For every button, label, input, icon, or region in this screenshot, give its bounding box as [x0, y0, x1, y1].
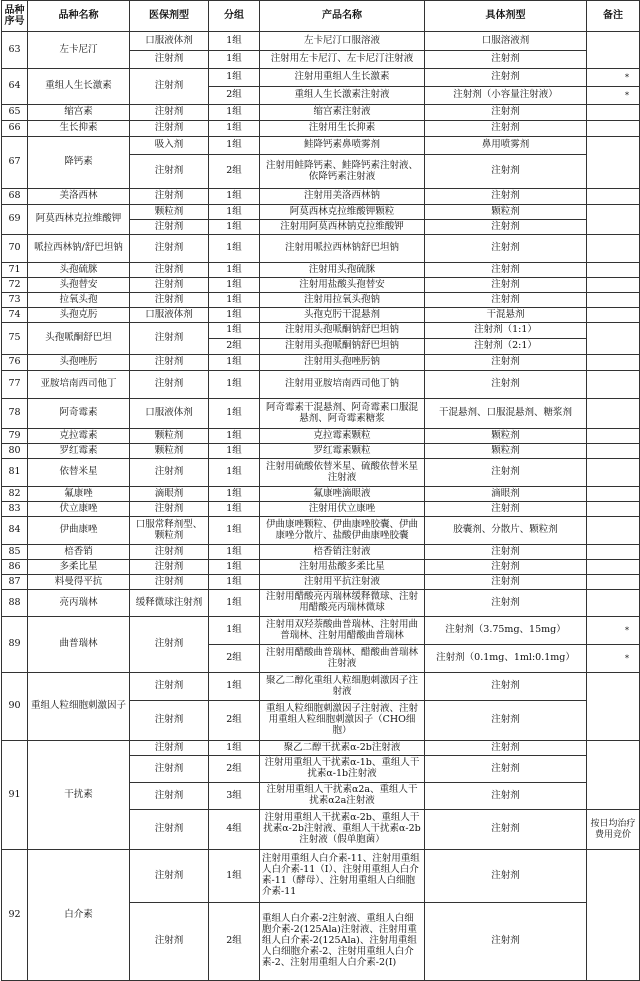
product-name: 注射用头孢硫脒	[260, 263, 425, 278]
table-row	[2, 399, 640, 429]
insurance-dosage: 注射剂	[130, 459, 209, 487]
variety-name: 克拉霉素	[28, 429, 130, 444]
insurance-dosage: 注射剂	[130, 293, 209, 308]
group: 3组	[209, 783, 260, 810]
product-name: 聚乙二醇干扰素α-2b注射液	[260, 741, 425, 756]
variety-name: 拉氧头孢	[28, 293, 130, 308]
product-name: 注射用醋酸亮丙瑞林缓释微球、注射用醋酸亮丙瑞林微球	[260, 590, 425, 617]
row-index: 89	[2, 617, 28, 673]
product-name: 注射用伏立康唑	[260, 502, 425, 517]
product-name: 注射用重组人干扰素α-1b、重组人干扰素α-1b注射液	[260, 756, 425, 783]
table-row	[2, 545, 640, 560]
variety-name: 头孢替安	[28, 278, 130, 293]
product-name: 棓香销注射液	[260, 545, 425, 560]
group: 1组	[209, 220, 260, 235]
product-name: 罗红霉素颗粒	[260, 444, 425, 459]
insurance-dosage: 注射剂	[130, 51, 209, 69]
specific-dosage: 滴眼剂	[425, 487, 587, 502]
group: 1组	[209, 137, 260, 155]
variety-name: 多柔比星	[28, 560, 130, 575]
remark	[587, 235, 640, 263]
table-row	[2, 235, 640, 263]
specific-dosage: 注射剂	[425, 69, 587, 87]
table-row	[2, 560, 640, 575]
col-header-index: 品种序号	[2, 1, 28, 32]
insurance-dosage: 注射剂	[130, 263, 209, 278]
product-name: 重组人粒细胞刺激因子注射液、注射用重组人粒细胞刺激因子（CHO细胞）	[260, 701, 425, 741]
variety-name: 降钙素	[28, 137, 130, 189]
product-name: 注射用重组人白介素-11、注射用重组人白介素-11（Ⅰ）、注射用重组人白介素-11（酵母）、注射用重组人白细胞介素-11	[260, 850, 425, 903]
table-row	[2, 323, 640, 339]
remark	[587, 545, 640, 560]
variety-name: 头孢硫脒	[28, 263, 130, 278]
col-header-specific-dosage: 具体剂型	[425, 1, 587, 32]
table-row	[2, 308, 640, 323]
table-row	[2, 137, 640, 155]
remark	[587, 355, 640, 371]
variety-name: 亚胺培南西司他丁	[28, 371, 130, 399]
product-name: 注射用左卡尼汀、左卡尼汀注射液	[260, 51, 425, 69]
product-name: 注射用重组人生长激素	[260, 69, 425, 87]
group: 1组	[209, 278, 260, 293]
product-name: 头孢克肟干混悬剂	[260, 308, 425, 323]
table-row	[2, 293, 640, 308]
insurance-dosage: 颗粒剂	[130, 429, 209, 444]
product-name: 注射用生长抑素	[260, 121, 425, 137]
table-row	[2, 371, 640, 399]
group: 1组	[209, 69, 260, 87]
table-row	[2, 741, 640, 756]
product-name: 注射用头孢哌酮钠舒巴坦钠	[260, 339, 425, 355]
product-name: 注射用重组人干扰素α2a、重组人干扰素α2a注射液	[260, 783, 425, 810]
specific-dosage: 注射剂	[425, 355, 587, 371]
col-header-group: 分组	[209, 1, 260, 32]
group: 1组	[209, 121, 260, 137]
group: 1组	[209, 235, 260, 263]
row-index: 90	[2, 673, 28, 741]
row-index: 69	[2, 205, 28, 235]
remark	[587, 487, 640, 502]
group: 1组	[209, 617, 260, 645]
specific-dosage: 注射剂	[425, 189, 587, 205]
table-row	[2, 850, 640, 903]
variety-name: 氟康唑	[28, 487, 130, 502]
table-row	[2, 189, 640, 205]
group: 1组	[209, 575, 260, 590]
product-name: 注射用重组人干扰素α-2b、重组人干扰素α-2b注射液、重组人干扰素α-2b注射液（假单胞菌）	[260, 810, 425, 850]
specific-dosage: 注射剂	[425, 701, 587, 741]
product-name: 注射用哌拉西林钠舒巴坦钠	[260, 235, 425, 263]
insurance-dosage: 注射剂	[130, 545, 209, 560]
variety-name: 棓香销	[28, 545, 130, 560]
remark	[587, 399, 640, 429]
variety-name: 白介素	[28, 850, 130, 981]
insurance-dosage: 注射剂	[130, 701, 209, 741]
row-index: 83	[2, 502, 28, 517]
group: 2组	[209, 756, 260, 783]
row-index: 63	[2, 32, 28, 69]
variety-name: 料曼得平抗	[28, 575, 130, 590]
specific-dosage: 颗粒剂	[425, 205, 587, 220]
header-row	[2, 1, 640, 32]
product-name: 克拉霉素颗粒	[260, 429, 425, 444]
insurance-dosage: 口服液体剂	[130, 399, 209, 429]
insurance-dosage: 颗粒剂	[130, 444, 209, 459]
specific-dosage: 鼻用喷雾剂	[425, 137, 587, 155]
specific-dosage: 注射剂	[425, 105, 587, 121]
specific-dosage: 注射剂	[425, 220, 587, 235]
remark	[587, 444, 640, 459]
insurance-dosage: 注射剂	[130, 560, 209, 575]
remark: *	[587, 645, 640, 673]
product-name: 注射用平抗注射液	[260, 575, 425, 590]
remark	[587, 502, 640, 517]
product-name: 鲑降钙素鼻喷雾剂	[260, 137, 425, 155]
specific-dosage: 注射剂	[425, 545, 587, 560]
table-row	[2, 105, 640, 121]
specific-dosage: 注射剂（1:1）	[425, 323, 587, 339]
row-index: 81	[2, 459, 28, 487]
specific-dosage: 注射剂	[425, 756, 587, 783]
insurance-dosage: 注射剂	[130, 355, 209, 371]
group: 1组	[209, 590, 260, 617]
table-row	[2, 459, 640, 487]
remark	[587, 741, 640, 810]
group: 1组	[209, 205, 260, 220]
product-name: 注射用头孢哌酮钠舒巴坦钠	[260, 323, 425, 339]
remark: *	[587, 69, 640, 87]
remark	[587, 575, 640, 590]
variety-name: 生长抑素	[28, 121, 130, 137]
specific-dosage: 注射剂	[425, 741, 587, 756]
specific-dosage: 注射剂	[425, 371, 587, 399]
row-index: 74	[2, 308, 28, 323]
specific-dosage: 注射剂	[425, 263, 587, 278]
col-header-variety-name: 品种名称	[28, 1, 130, 32]
row-index: 72	[2, 278, 28, 293]
table-row	[2, 205, 640, 220]
table-row	[2, 355, 640, 371]
remark	[587, 205, 640, 235]
remark	[587, 323, 640, 355]
variety-name: 曲普瑞林	[28, 617, 130, 673]
product-name: 重组人生长激素注射液	[260, 87, 425, 105]
insurance-dosage: 注射剂	[130, 235, 209, 263]
group: 1组	[209, 51, 260, 69]
remark	[587, 105, 640, 121]
remark: *	[587, 617, 640, 645]
variety-name: 干扰素	[28, 741, 130, 850]
insurance-dosage: 注射剂	[130, 903, 209, 981]
group: 1组	[209, 371, 260, 399]
product-name: 注射用拉氧头孢钠	[260, 293, 425, 308]
col-header-remark: 备注	[587, 1, 640, 32]
specific-dosage: 注射剂	[425, 850, 587, 903]
group: 2组	[209, 155, 260, 189]
remark	[587, 590, 640, 617]
product-name: 注射用亚胺培南西司他丁钠	[260, 371, 425, 399]
group: 1组	[209, 323, 260, 339]
variety-name: 头孢唑肟	[28, 355, 130, 371]
product-name: 注射用醋酸曲普瑞林、醋酸曲普瑞林注射液	[260, 645, 425, 673]
table-row	[2, 263, 640, 278]
row-index: 78	[2, 399, 28, 429]
row-index: 70	[2, 235, 28, 263]
specific-dosage: 注射剂（3.75mg、15mg）	[425, 617, 587, 645]
table-row	[2, 278, 640, 293]
product-name: 左卡尼汀口服溶液	[260, 32, 425, 51]
product-name: 注射用盐酸多柔比星	[260, 560, 425, 575]
specific-dosage: 注射剂	[425, 51, 587, 69]
variety-name: 左卡尼汀	[28, 32, 130, 69]
group: 1组	[209, 355, 260, 371]
row-index: 77	[2, 371, 28, 399]
product-name: 阿莫西林克拉维酸钾颗粒	[260, 205, 425, 220]
specific-dosage: 胶囊剂、分散片、颗粒剂	[425, 517, 587, 545]
specific-dosage: 注射剂（小容量注射液）	[425, 87, 587, 105]
insurance-dosage: 注射剂	[130, 756, 209, 783]
product-name: 缩宫素注射液	[260, 105, 425, 121]
specific-dosage: 注射剂	[425, 502, 587, 517]
insurance-dosage: 注射剂	[130, 121, 209, 137]
remark	[587, 429, 640, 444]
table-row	[2, 444, 640, 459]
row-index: 86	[2, 560, 28, 575]
row-index: 73	[2, 293, 28, 308]
remark	[587, 121, 640, 137]
insurance-dosage: 吸入剂	[130, 137, 209, 155]
group: 1组	[209, 293, 260, 308]
remark	[587, 137, 640, 189]
insurance-dosage: 注射剂	[130, 850, 209, 903]
variety-name: 依替米星	[28, 459, 130, 487]
row-index: 76	[2, 355, 28, 371]
product-name: 注射用阿莫西林钠克拉维酸钾	[260, 220, 425, 235]
row-index: 91	[2, 741, 28, 850]
row-index: 88	[2, 590, 28, 617]
product-name: 注射用鲑降钙素、鲑降钙素注射液、依降钙素注射液	[260, 155, 425, 189]
col-header-insurance-dosage: 医保剂型	[130, 1, 209, 32]
remark-note: 按日均治疗费用竞价	[587, 810, 640, 850]
row-index: 68	[2, 189, 28, 205]
specific-dosage: 颗粒剂	[425, 444, 587, 459]
row-index: 80	[2, 444, 28, 459]
product-name: 聚乙二醇化重组人粒细胞刺激因子注射液	[260, 673, 425, 701]
variety-name: 美洛西林	[28, 189, 130, 205]
row-index: 66	[2, 121, 28, 137]
group: 1组	[209, 308, 260, 323]
row-index: 85	[2, 545, 28, 560]
table-row	[2, 121, 640, 137]
specific-dosage: 注射剂	[425, 903, 587, 981]
table-row	[2, 429, 640, 444]
group: 1组	[209, 487, 260, 502]
row-index: 87	[2, 575, 28, 590]
insurance-dosage: 注射剂	[130, 371, 209, 399]
group: 1组	[209, 545, 260, 560]
remark	[587, 560, 640, 575]
group: 4组	[209, 810, 260, 850]
remark	[587, 32, 640, 69]
remark	[587, 850, 640, 981]
insurance-dosage: 注射剂	[130, 741, 209, 756]
remark	[587, 293, 640, 308]
insurance-dosage: 注射剂	[130, 673, 209, 701]
table-row	[2, 590, 640, 617]
remark: *	[587, 87, 640, 105]
insurance-dosage: 注射剂	[130, 810, 209, 850]
insurance-dosage: 缓释微球注射剂	[130, 590, 209, 617]
group: 1组	[209, 673, 260, 701]
variety-name: 阿奇霉素	[28, 399, 130, 429]
group: 2组	[209, 339, 260, 355]
group: 1组	[209, 560, 260, 575]
remark	[587, 673, 640, 741]
specific-dosage: 注射剂	[425, 459, 587, 487]
variety-name: 哌拉西林钠/舒巴坦钠	[28, 235, 130, 263]
product-name: 注射用头孢唑肟钠	[260, 355, 425, 371]
table-row	[2, 673, 640, 701]
insurance-dosage: 口服液体剂	[130, 308, 209, 323]
group: 1组	[209, 517, 260, 545]
group: 1组	[209, 502, 260, 517]
specific-dosage: 注射剂	[425, 278, 587, 293]
remark	[587, 308, 640, 323]
product-name: 注射用双羟萘酸曲普瑞林、注射用曲普瑞林、注射用醋酸曲普瑞林	[260, 617, 425, 645]
specific-dosage: 注射剂	[425, 293, 587, 308]
group: 1组	[209, 189, 260, 205]
insurance-dosage: 注射剂	[130, 105, 209, 121]
table-row	[2, 517, 640, 545]
variety-name: 重组人粒细胞刺激因子	[28, 673, 130, 741]
product-name: 重组人白介素-2注射液、重组人白细胞介素-2(125Ala)注射液、注射用重组人白介素-2(125Ala)、注射用重组人白细胞介素-2、注射用重组人白介素-2、注射用重组人白介素-2(I)	[260, 903, 425, 981]
row-index: 65	[2, 105, 28, 121]
group: 1组	[209, 444, 260, 459]
variety-name: 重组人生长激素	[28, 69, 130, 105]
product-name: 注射用美洛西林钠	[260, 189, 425, 205]
row-index: 79	[2, 429, 28, 444]
variety-name: 伊曲康唑	[28, 517, 130, 545]
group: 1组	[209, 32, 260, 51]
group: 1组	[209, 399, 260, 429]
specific-dosage: 注射剂（2:1）	[425, 339, 587, 355]
table-row	[2, 32, 640, 51]
remark	[587, 278, 640, 293]
col-header-product-name: 产品名称	[260, 1, 425, 32]
variety-name: 阿莫西林克拉维酸钾	[28, 205, 130, 235]
group: 1组	[209, 850, 260, 903]
specific-dosage: 干混悬剂、口服混悬剂、糖浆剂	[425, 399, 587, 429]
specific-dosage: 注射剂	[425, 575, 587, 590]
product-name: 氟康唑滴眼液	[260, 487, 425, 502]
specific-dosage: 注射剂	[425, 783, 587, 810]
specific-dosage: 颗粒剂	[425, 429, 587, 444]
table-row	[2, 502, 640, 517]
specific-dosage: 注射剂	[425, 590, 587, 617]
group: 2组	[209, 645, 260, 673]
specific-dosage: 口服溶液剂	[425, 32, 587, 51]
row-index: 64	[2, 69, 28, 105]
variety-name: 缩宫素	[28, 105, 130, 121]
product-table	[1, 0, 640, 981]
specific-dosage: 注射剂	[425, 155, 587, 189]
specific-dosage: 注射剂	[425, 673, 587, 701]
specific-dosage: 注射剂（0.1mg、1ml:0.1mg）	[425, 645, 587, 673]
row-index: 71	[2, 263, 28, 278]
product-name: 注射用硫酸依替米星、硫酸依替米星注射液	[260, 459, 425, 487]
specific-dosage: 注射剂	[425, 560, 587, 575]
product-name: 注射用盐酸头孢替安	[260, 278, 425, 293]
specific-dosage: 干混悬剂	[425, 308, 587, 323]
remark	[587, 517, 640, 545]
row-index: 75	[2, 323, 28, 355]
insurance-dosage: 注射剂	[130, 323, 209, 355]
insurance-dosage: 注射剂	[130, 617, 209, 673]
specific-dosage: 注射剂	[425, 121, 587, 137]
product-name: 伊曲康唑颗粒、伊曲康唑胶囊、伊曲康唑分散片、盐酸伊曲康唑胶囊	[260, 517, 425, 545]
specific-dosage: 注射剂	[425, 235, 587, 263]
variety-name: 头孢克肟	[28, 308, 130, 323]
group: 2组	[209, 701, 260, 741]
remark	[587, 371, 640, 399]
group: 1组	[209, 459, 260, 487]
group: 1组	[209, 105, 260, 121]
remark	[587, 263, 640, 278]
insurance-dosage: 注射剂	[130, 155, 209, 189]
variety-name: 罗红霉素	[28, 444, 130, 459]
group: 2组	[209, 87, 260, 105]
insurance-dosage: 注射剂	[130, 69, 209, 105]
remark	[587, 459, 640, 487]
specific-dosage: 注射剂	[425, 810, 587, 850]
group: 2组	[209, 903, 260, 981]
table-row	[2, 69, 640, 87]
row-index: 67	[2, 137, 28, 189]
variety-name: 亮丙瑞林	[28, 590, 130, 617]
insurance-dosage: 颗粒剂	[130, 205, 209, 220]
table-row	[2, 575, 640, 590]
insurance-dosage: 注射剂	[130, 220, 209, 235]
insurance-dosage: 口服常释剂型、颗粒剂	[130, 517, 209, 545]
row-index: 92	[2, 850, 28, 981]
remark	[587, 189, 640, 205]
row-index: 84	[2, 517, 28, 545]
insurance-dosage: 注射剂	[130, 575, 209, 590]
variety-name: 伏立康唑	[28, 502, 130, 517]
insurance-dosage: 注射剂	[130, 189, 209, 205]
group: 1组	[209, 741, 260, 756]
insurance-dosage: 滴眼剂	[130, 487, 209, 502]
group: 1组	[209, 263, 260, 278]
insurance-dosage: 注射剂	[130, 783, 209, 810]
row-index: 82	[2, 487, 28, 502]
insurance-dosage: 注射剂	[130, 502, 209, 517]
insurance-dosage: 注射剂	[130, 278, 209, 293]
table-row	[2, 617, 640, 645]
product-name: 阿奇霉素干混悬剂、阿奇霉素口服混悬剂、阿奇霉素糖浆	[260, 399, 425, 429]
variety-name: 头孢哌酮舒巴坦	[28, 323, 130, 355]
insurance-dosage: 口服液体剂	[130, 32, 209, 51]
group: 1组	[209, 429, 260, 444]
table-row	[2, 487, 640, 502]
